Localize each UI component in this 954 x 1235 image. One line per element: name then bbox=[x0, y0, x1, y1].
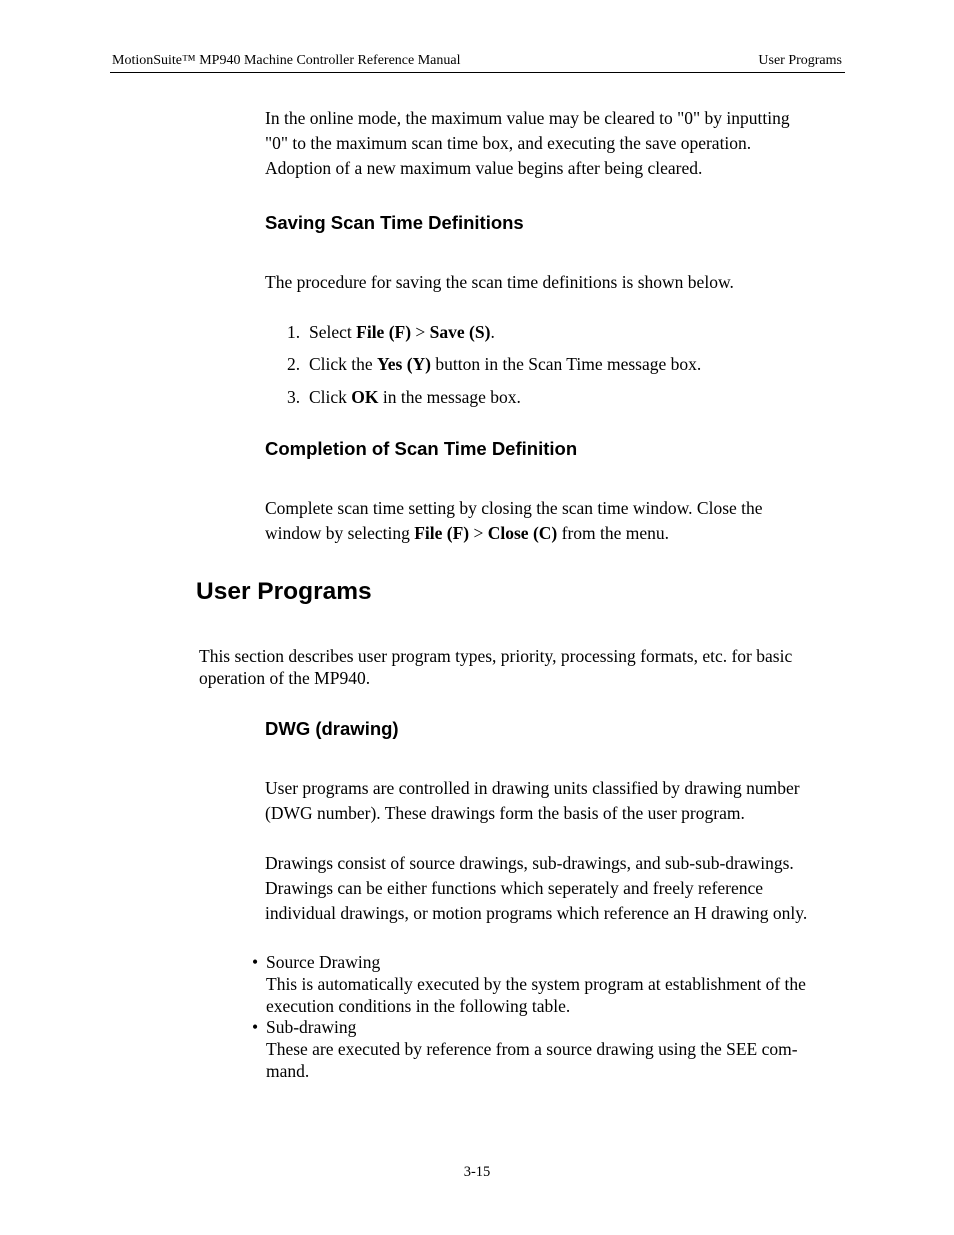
yes-button-ref: Yes (Y) bbox=[377, 354, 431, 374]
saving-heading: Saving Scan Time Definitions bbox=[265, 212, 524, 233]
menu-file-ref: File (F) bbox=[414, 523, 470, 543]
completion-text: window by selecting bbox=[265, 523, 415, 543]
completion-text: from the menu. bbox=[557, 523, 670, 543]
bullet-icon: • bbox=[252, 952, 259, 972]
dwg-heading: DWG (drawing) bbox=[265, 718, 399, 739]
ok-button-ref: OK bbox=[351, 387, 379, 407]
user-programs-line: This section describes user program types, priority, processing formats, etc. for basic bbox=[199, 646, 793, 666]
step-text: Click bbox=[309, 387, 352, 407]
saving-step-2 bbox=[287, 352, 701, 376]
bullet-title: Source Drawing bbox=[266, 952, 381, 972]
intro-line: "0" to the maximum scan time box, and executing the save operation. bbox=[265, 133, 752, 153]
step-number: 1. bbox=[287, 322, 301, 342]
bullet-icon: • bbox=[252, 1017, 259, 1037]
step-number: 3. bbox=[287, 387, 301, 407]
completion-paragraph bbox=[265, 496, 763, 546]
header-divider bbox=[110, 72, 845, 73]
dwg-line: User programs are controlled in drawing units classified by drawing number bbox=[265, 778, 800, 798]
saving-step-1 bbox=[287, 320, 495, 344]
intro-paragraph bbox=[265, 106, 790, 181]
step-separator: > bbox=[411, 322, 430, 342]
user-programs-heading: User Programs bbox=[196, 578, 372, 605]
bullet-source-drawing bbox=[252, 952, 806, 1017]
bullet-line: mand. bbox=[266, 1060, 310, 1081]
completion-heading: Completion of Scan Time Definition bbox=[265, 438, 578, 459]
dwg-paragraph-2 bbox=[265, 851, 807, 926]
menu-close-ref: Close (C) bbox=[487, 523, 558, 543]
bullet-line: This is automatically executed by the system program at establishment of the bbox=[266, 973, 806, 994]
bullet-sub-drawing bbox=[252, 1017, 798, 1082]
bullet-line: execution conditions in the following table. bbox=[266, 995, 571, 1016]
dwg-line: (DWG number). These drawings form the basis of the user program. bbox=[265, 803, 745, 823]
completion-line bbox=[265, 521, 763, 546]
completion-separator: > bbox=[469, 523, 488, 543]
step-text: . bbox=[490, 322, 495, 342]
dwg-line: Drawings can be either functions which seperately and freely reference bbox=[265, 878, 764, 898]
dwg-line: individual drawings, or motion programs which reference an H drawing only. bbox=[265, 903, 808, 923]
saving-step-3 bbox=[287, 385, 521, 409]
header-section-title: User Programs bbox=[758, 53, 842, 68]
bullet-line: These are executed by reference from a source drawing using the SEE com- bbox=[266, 1038, 798, 1059]
completion-line: Complete scan time setting by closing the scan time window. Close the bbox=[265, 498, 763, 518]
step-text: in the message box. bbox=[378, 387, 521, 407]
step-number: 2. bbox=[287, 354, 301, 374]
dwg-line: Drawings consist of source drawings, sub-drawings, and sub-sub-drawings. bbox=[265, 853, 794, 873]
page-number: 3-15 bbox=[463, 1164, 491, 1180]
saving-paragraph: The procedure for saving the scan time definitions is shown below. bbox=[265, 272, 734, 292]
menu-file-ref: File (F) bbox=[356, 322, 412, 342]
step-text: Click the bbox=[309, 354, 378, 374]
menu-save-ref: Save (S) bbox=[429, 322, 491, 342]
step-text: button in the Scan Time message box. bbox=[431, 354, 702, 374]
intro-line: In the online mode, the maximum value may be cleared to "0" by inputting bbox=[265, 108, 790, 128]
intro-line: Adoption of a new maximum value begins after being cleared. bbox=[265, 158, 703, 178]
header-manual-title: MotionSuite™ MP940 Machine Controller Reference Manual bbox=[112, 53, 461, 68]
user-programs-line: operation of the MP940. bbox=[199, 668, 371, 688]
user-programs-paragraph bbox=[199, 645, 792, 689]
step-text: Select bbox=[309, 322, 357, 342]
dwg-paragraph-1 bbox=[265, 776, 800, 826]
bullet-title: Sub-drawing bbox=[266, 1017, 357, 1037]
